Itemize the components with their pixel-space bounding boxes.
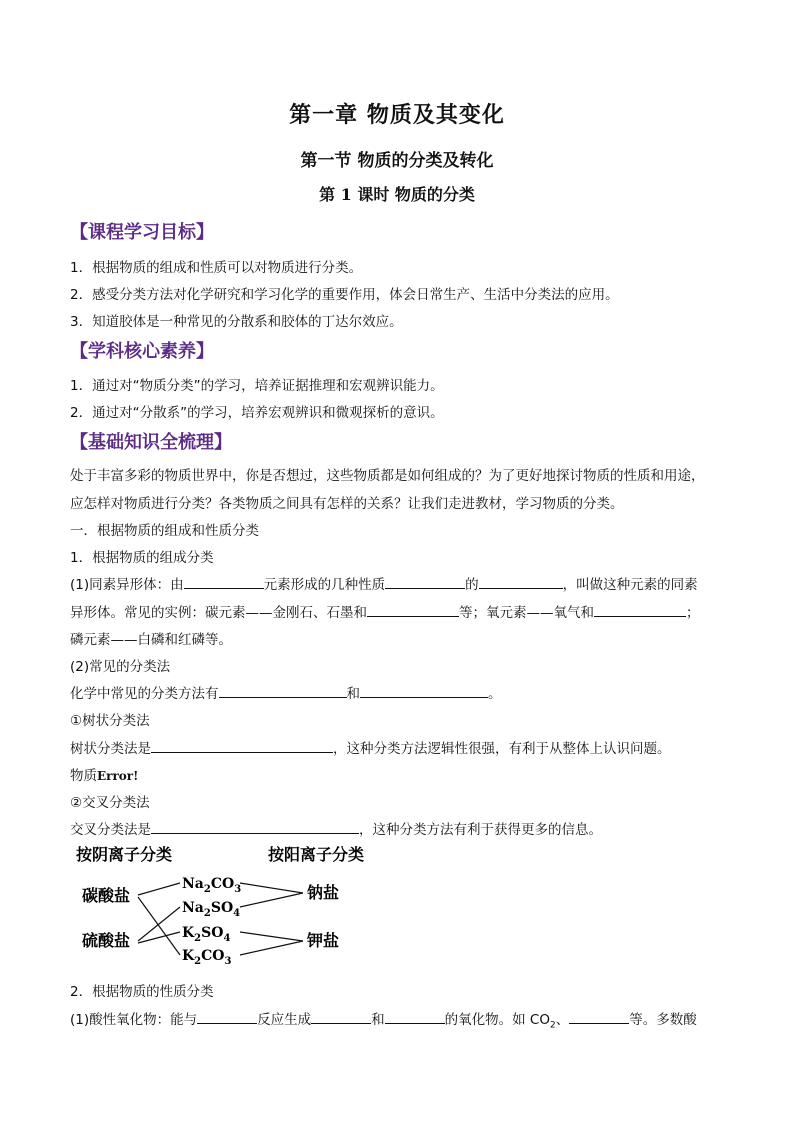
lesson-title: 第 1 课时 物质的分类	[319, 185, 475, 204]
blank[interactable]	[385, 574, 465, 589]
literacy-heading: 【学科核心素养】	[70, 341, 214, 362]
blank[interactable]	[197, 1009, 257, 1024]
sulfate-label: 硫酸盐	[82, 931, 131, 950]
compound-na2co3	[182, 876, 241, 895]
compound-k2co3	[182, 948, 231, 967]
anion-header: 按阴离子分类	[76, 845, 173, 864]
intro-line: 应怎样对物质进行分类？各类物质之间具有怎样的关系？让我们走进教材，学习物质的分类。	[70, 496, 624, 512]
carbonate-label: 碳酸盐	[82, 886, 131, 905]
blank[interactable]	[385, 1009, 445, 1024]
blank[interactable]	[367, 602, 459, 617]
chapter-title: 第一章 物质及其变化	[289, 103, 505, 128]
blank[interactable]	[569, 1009, 629, 1024]
blank[interactable]	[311, 1009, 371, 1024]
methods-heading: (2)常见的分类法	[70, 659, 171, 675]
allotrope-line-1: (1)同素异形体：由 元素形成的几种性质 的 ，叫做这种元素的同素	[70, 573, 698, 593]
goals-heading: 【课程学习目标】	[70, 222, 214, 243]
blank[interactable]	[151, 738, 333, 753]
literacy-item: 1．通过对“物质分类”的学习，培养证据推理和宏观辨识能力。	[70, 378, 444, 394]
allotrope-line-3: 磷元素——白磷和红磷等。	[70, 632, 232, 648]
blank[interactable]	[360, 683, 488, 698]
heading-classify: 一．根据物质的组成和性质分类	[70, 523, 259, 539]
knowledge-heading: 【基础知识全梳理】	[70, 432, 232, 453]
blank[interactable]	[151, 819, 359, 834]
potassium-salt-label: 钾盐	[307, 931, 340, 950]
literacy-item: 2．通过对“分散系”的学习，培养宏观辨识和微观探析的意识。	[70, 405, 444, 421]
allotrope-line-2: 异形体。常见的实例：碳元素——金刚石、石墨和 等；氧元素——氧气和 ；	[70, 601, 700, 621]
goal-item: 1．根据物质的组成和性质可以对物质进行分类。	[70, 260, 363, 276]
blank[interactable]	[479, 574, 563, 589]
sodium-salt-label: 钠盐	[307, 883, 340, 902]
cation-header: 按阳离子分类	[268, 845, 365, 864]
goal-item: 3．知道胶体是一种常见的分散系和胶体的丁达尔效应。	[70, 314, 403, 330]
cross-classification-diagram	[70, 842, 430, 972]
tree-method-line: 树状分类法是 ，这种分类方法逻辑性很强，有利于从整体上认识问题。	[70, 737, 671, 757]
blank[interactable]	[594, 602, 686, 617]
compound-k2so4	[182, 925, 230, 944]
acidic-oxide-line: (1)酸性氧化物：能与 反应生成 和 的氧化物。如 $CO_2$、 等。多数酸	[70, 1008, 697, 1031]
cross-method-heading: ②交叉分类法	[70, 795, 150, 811]
goal-item: 2．感受分类方法对化学研究和学习化学的重要作用，体会日常生产、生活中分类法的应用。	[70, 287, 619, 303]
heading-property: 2．根据物质的性质分类	[70, 984, 214, 1000]
section-title: 第一节 物质的分类及转化	[300, 151, 494, 171]
error-line: 物质Error!	[70, 768, 139, 784]
methods-line: 化学中常见的分类方法有 和 。	[70, 682, 502, 702]
svg-text:Na2CO3: $Na_2CO_3$	[182, 876, 242, 895]
intro-line: 处于丰富多彩的物质世界中，你是否想过，这些物质都是如何组成的？为了更好地探讨物质的性质和用途，	[70, 468, 705, 484]
heading-composition: 1．根据物质的组成分类	[70, 550, 214, 566]
compound-na2so4	[182, 900, 240, 919]
svg-text:K2CO3: $K_2CO_3$	[182, 948, 232, 967]
connector-lines	[138, 883, 303, 955]
cross-method-line: 交叉分类法是 ，这种分类方法有利于获得更多的信息。	[70, 818, 602, 838]
tree-method-heading: ①树状分类法	[70, 713, 150, 729]
blank[interactable]	[219, 683, 347, 698]
svg-text:Na2SO4: $Na_2SO_4$	[182, 900, 241, 919]
blank[interactable]	[184, 574, 264, 589]
svg-text:K2SO4: $K_2SO_4$	[182, 925, 231, 944]
